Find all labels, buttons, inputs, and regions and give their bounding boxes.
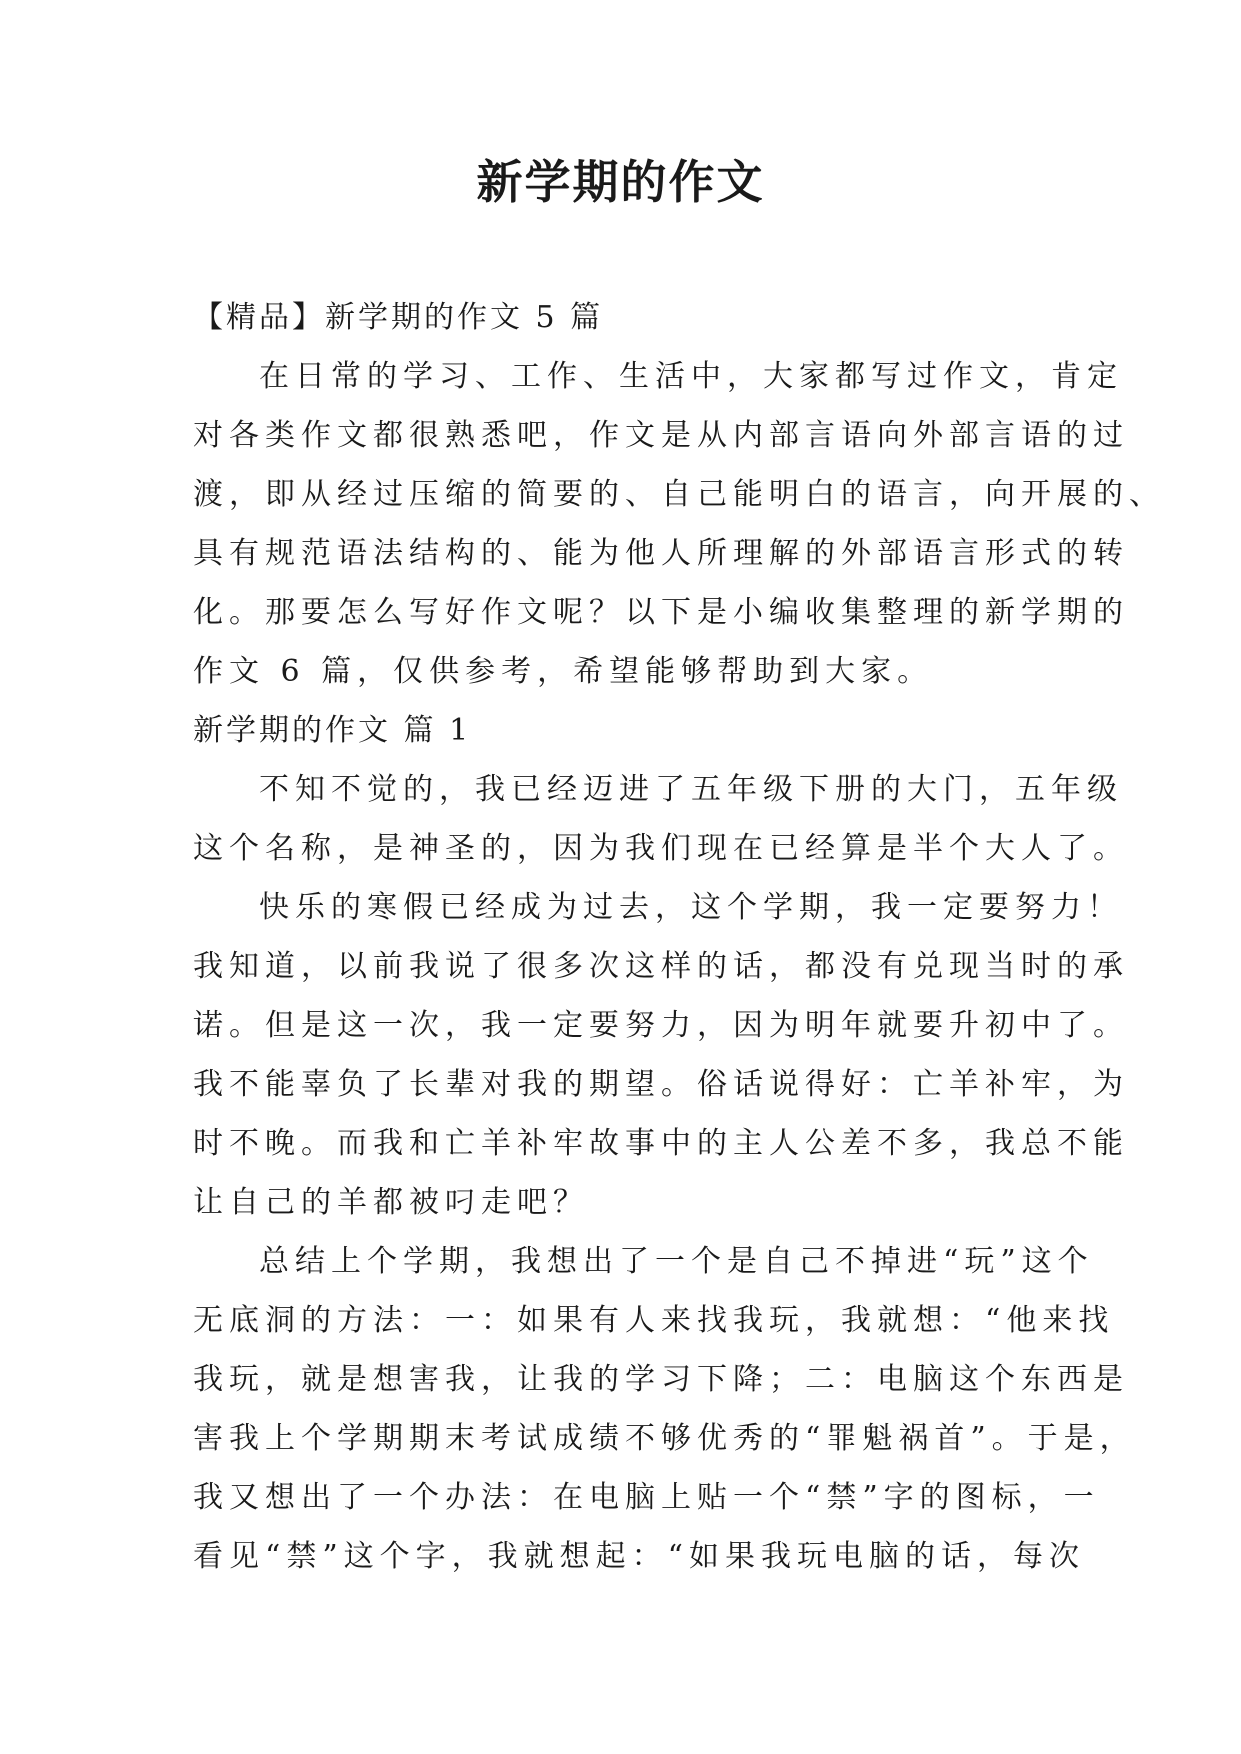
section-heading: 新学期的作文 篇 1 xyxy=(193,713,472,748)
intro-paragraph-line: 渡，即从经过压缩的简要的、自己能明白的语言，向开展的、 xyxy=(193,477,1165,512)
essay-paragraph-line: 这个名称，是神圣的，因为我们现在已经算是半个大人了。 xyxy=(193,831,1129,866)
intro-paragraph-line: 作文 6 篇，仅供参考，希望能够帮助到大家。 xyxy=(193,654,934,689)
essay-paragraph-line: 无底洞的方法：一：如果有人来找我玩，我就想：“他来找 xyxy=(193,1303,1115,1338)
essay-paragraph-line: 不知不觉的，我已经迈进了五年级下册的大门，五年级 xyxy=(259,772,1123,807)
essay-paragraph-line: 总结上个学期，我想出了一个是自己不掉进“玩”这个 xyxy=(259,1244,1094,1279)
intro-paragraph-line: 对各类作文都很熟悉吧，作文是从内部言语向外部言语的过 xyxy=(193,418,1129,453)
intro-paragraph-line: 化。那要怎么写好作文呢？以下是小编收集整理的新学期的 xyxy=(193,595,1129,630)
document-body xyxy=(193,288,1165,1586)
essay-paragraph-line: 害我上个学期期末考试成绩不够优秀的“罪魁祸首”。于是， xyxy=(193,1421,1136,1456)
essay-paragraph-line: 我不能辜负了长辈对我的期望。俗话说得好：亡羊补牢，为 xyxy=(193,1067,1129,1102)
essay-paragraph-line: 让自己的羊都被叼走吧？ xyxy=(193,1185,589,1220)
essay-paragraph-line: 快乐的寒假已经成为过去，这个学期，我一定要努力！ xyxy=(259,890,1123,925)
essay-paragraph-line: 时不晚。而我和亡羊补牢故事中的主人公差不多，我总不能 xyxy=(193,1126,1129,1161)
essay-paragraph-line: 我知道，以前我说了很多次这样的话，都没有兑现当时的承 xyxy=(193,949,1129,984)
essay-paragraph-line: 看见“禁”这个字，我就想起：“如果我玩电脑的话，每次 xyxy=(193,1539,1086,1574)
intro-paragraph-line: 在日常的学习、工作、生活中，大家都写过作文，肯定 xyxy=(259,359,1123,394)
document-title: 新学期的作文 xyxy=(476,155,765,209)
collection-heading: 【精品】新学期的作文 5 篇 xyxy=(193,300,604,335)
essay-paragraph-line: 我又想出了一个办法：在电脑上贴一个“禁”字的图标，一 xyxy=(193,1480,1100,1515)
intro-paragraph-line: 具有规范语法结构的、能为他人所理解的外部语言形式的转 xyxy=(193,536,1129,571)
essay-paragraph-line: 诺。但是这一次，我一定要努力，因为明年就要升初中了。 xyxy=(193,1008,1129,1043)
essay-paragraph-line: 我玩，就是想害我，让我的学习下降；二：电脑这个东西是 xyxy=(193,1362,1129,1397)
